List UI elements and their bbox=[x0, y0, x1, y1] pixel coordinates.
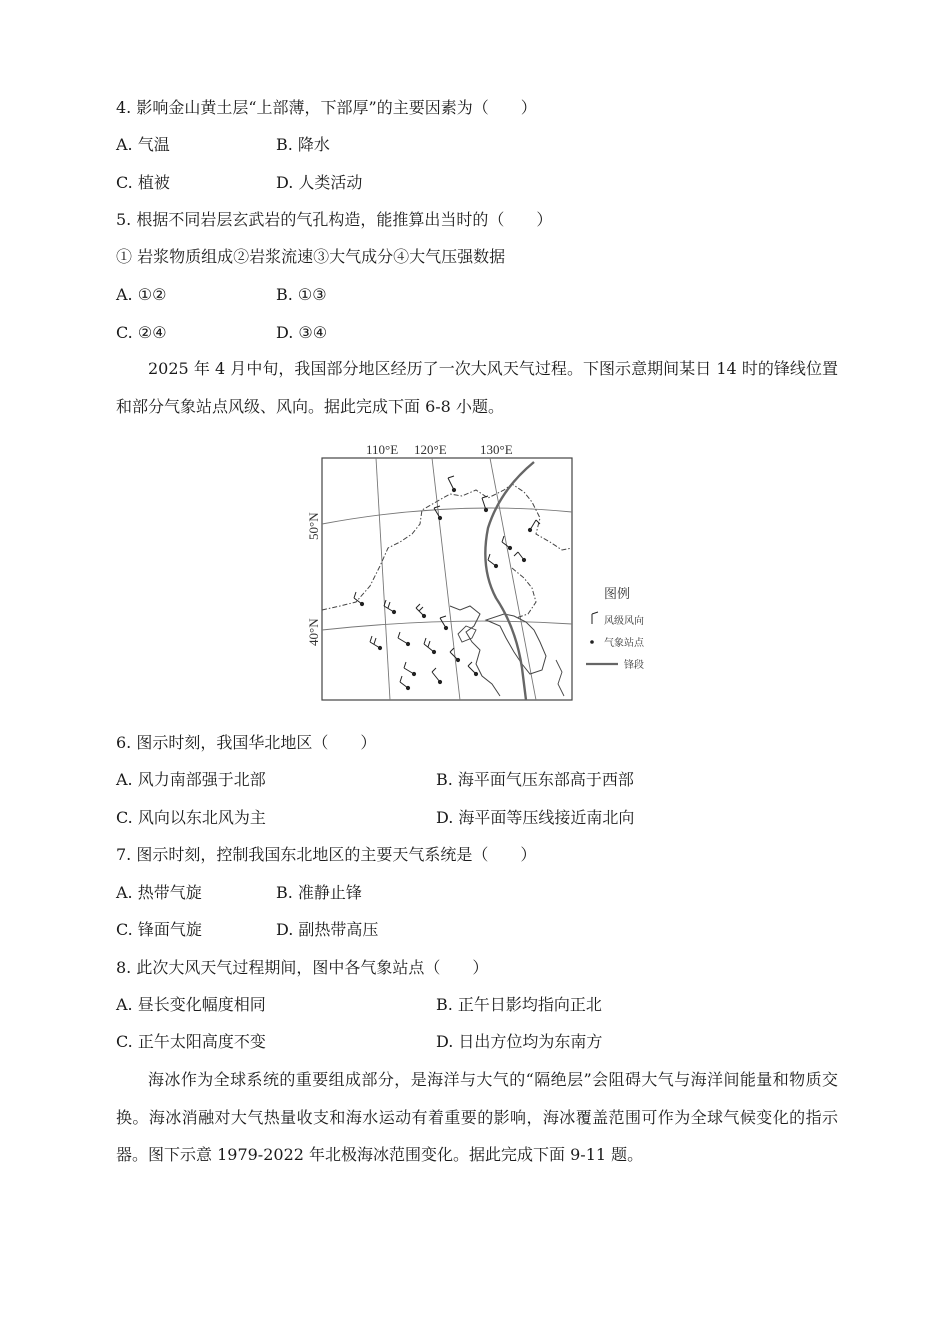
lon-label-120: 120°E bbox=[414, 442, 447, 457]
legend-title: 图例 bbox=[604, 586, 631, 601]
q7-option-b: B. 准静止锋 bbox=[276, 883, 362, 902]
q7-option-a: A. 热带气旋 bbox=[116, 883, 202, 902]
q5-stem: 5. 根据不同岩层玄武岩的气孔构造，能推算出当时的（ ） bbox=[116, 210, 553, 229]
lat-label-50: 50°N bbox=[306, 512, 321, 540]
lon-label-130: 130°E bbox=[480, 442, 513, 457]
q6-option-b: B. 海平面气压东部高于西部 bbox=[436, 770, 634, 789]
q8-option-a: A. 昼长变化幅度相同 bbox=[116, 995, 266, 1014]
q8-option-c: C. 正午太阳高度不变 bbox=[116, 1032, 266, 1051]
q6-option-d: D. 海平面等压线接近南北向 bbox=[436, 808, 635, 827]
q6-option-a: A. 风力南部强于北部 bbox=[116, 770, 266, 789]
legend-wind: 风级风向 bbox=[604, 616, 644, 627]
weather-map bbox=[300, 438, 660, 708]
seaice-passage: 海冰作为全球系统的重要组成部分，是海洋与大气的“隔绝层”会阻碍大气与海洋间能量和物质交换。海冰消融对大气热量收支和海水运动有着重要的影响，海冰覆盖范围可作为全球气候变化的指示器。图下示意 1979-2022 年北极海冰范围变化。据此完成下面 9-11 题。 bbox=[116, 1070, 838, 1164]
legend-wind-barb-icon bbox=[592, 612, 598, 624]
q4-option-a: A. 气温 bbox=[116, 135, 170, 154]
legend-station: 气象站点 bbox=[604, 638, 644, 649]
q5-option-c: C. ②④ bbox=[116, 323, 167, 342]
map-frame bbox=[322, 458, 572, 700]
q5-option-a: A. ①② bbox=[116, 285, 167, 304]
legend-front: 锋段 bbox=[624, 660, 644, 671]
q6-stem: 6. 图示时刻，我国华北地区（ ） bbox=[116, 733, 377, 752]
q7-option-d: D. 副热带高压 bbox=[276, 920, 379, 939]
q4-option-b: B. 降水 bbox=[276, 135, 330, 154]
weather-passage: 2025 年 4 月中旬，我国部分地区经历了一次大风天气过程。下图示意期间某日 14 时的锋线位置和部分气象站点风级、风向。据此完成下面 6-8 小题。 bbox=[116, 359, 838, 416]
q4-stem: 4. 影响金山黄土层“上部薄，下部厚”的主要因素为（ ） bbox=[116, 98, 537, 117]
weather-map-figure bbox=[300, 438, 660, 708]
lon-label-110: 110°E bbox=[366, 442, 399, 457]
q4-option-c: C. 植被 bbox=[116, 173, 170, 192]
q5-items: ① 岩浆物质组成②岩浆流速③大气成分④大气压强数据 bbox=[116, 247, 506, 266]
q8-option-d: D. 日出方位均为东南方 bbox=[436, 1032, 603, 1051]
q6-option-c: C. 风向以东北风为主 bbox=[116, 808, 266, 827]
lat-label-40: 40°N bbox=[306, 618, 321, 646]
q4-option-d: D. 人类活动 bbox=[276, 173, 363, 192]
q8-option-b: B. 正午日影均指向正北 bbox=[436, 995, 602, 1014]
q5-option-b: B. ①③ bbox=[276, 285, 327, 304]
q7-stem: 7. 图示时刻，控制我国东北地区的主要天气系统是（ ） bbox=[116, 845, 537, 864]
q5-option-d: D. ③④ bbox=[276, 323, 328, 342]
q7-option-c: C. 锋面气旋 bbox=[116, 920, 202, 939]
q8-stem: 8. 此次大风天气过程期间，图中各气象站点（ ） bbox=[116, 958, 489, 977]
legend-station-icon bbox=[590, 640, 594, 644]
